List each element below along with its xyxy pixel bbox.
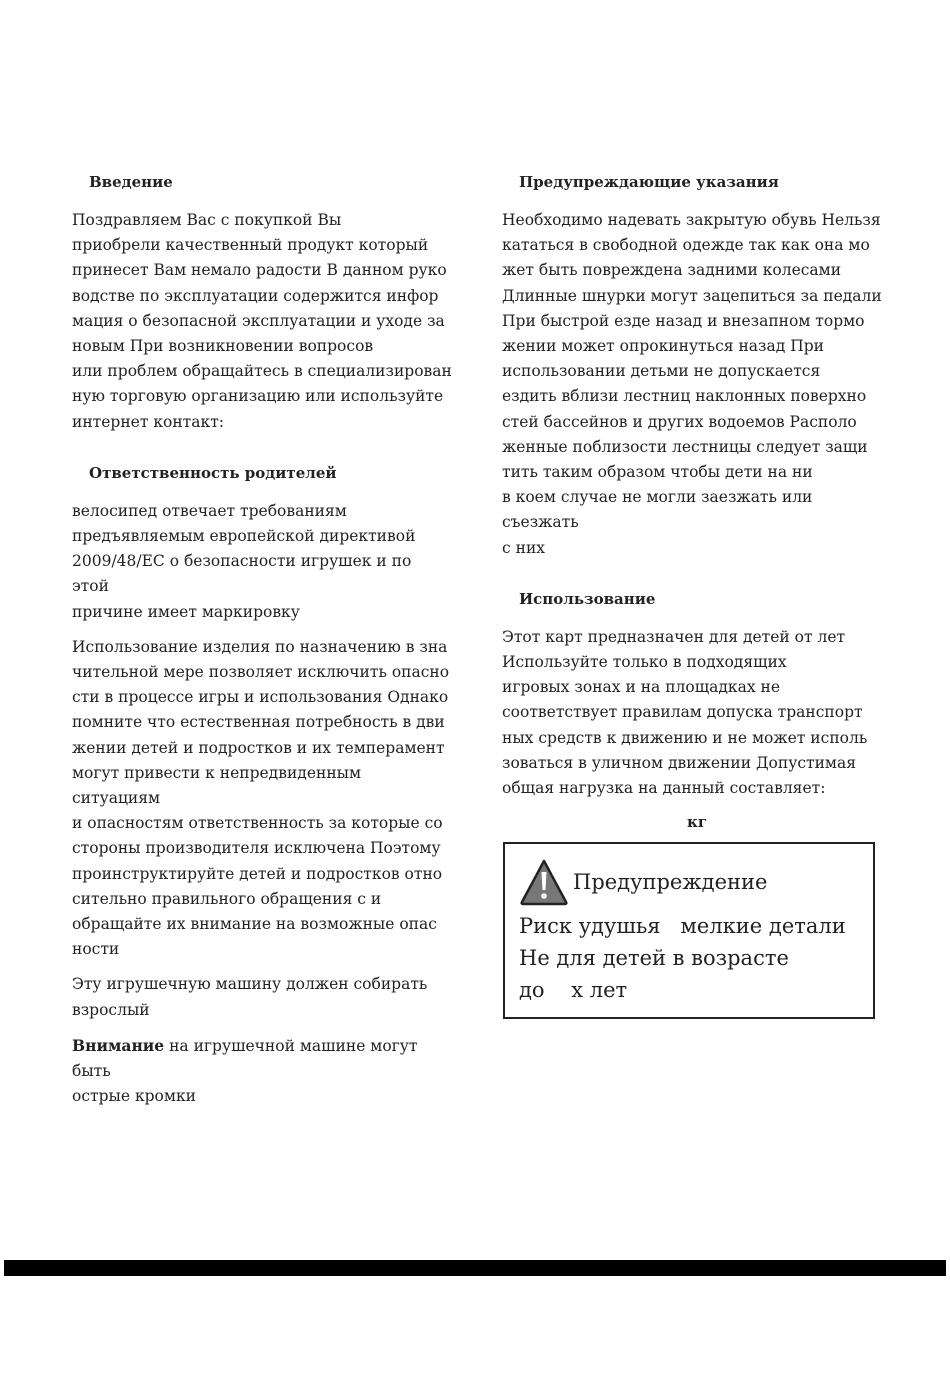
warning-title: Предупреждение [573, 870, 768, 894]
warnings-heading: Предупреждающие указания [519, 173, 779, 191]
warnings-text: Необходимо надевать закрытую обувь Нельзя кататься в свободной одежде так как она мо жет быть повреждена задними колесами Длинные шнурки могут зацепиться за педали При быстрой езде назад и внезапном тормо жении может опрокинуться назад При использовании детьми не допускается ездить вблизи лестниц наклонных поверхно стей бассейнов и других водоемов Располо женные поблизости лестницы следует защи тить таким образом чтобы дети на ни в коем случае не могли заезжать или съезжать с них [502, 211, 882, 557]
parents-text-2: Использование изделия по назначению в зна чительной мере позволяет исключить опасно сти в процессе игры и использования Однако помните что естественная потребность в дви жении детей и подростков и их темперамент могут привести к непредвиденным ситуациям и опасностям ответственность за которые со стороны производителя исключена Поэтому проинструктируйте детей и подростков отно сительно правильного обращения с и обращайте их внимание на возможные опас ности [72, 637, 450, 959]
spacer [72, 445, 452, 463]
attention-paragraph [72, 1033, 452, 1110]
footer-bar [4, 1260, 946, 1276]
parents-text-1: велосипед отвечает требованиям предъявляемым европейской директивой 2009/48/ЕС о безопасности игрушек и по этой причине имеет маркировку [72, 501, 416, 621]
intro-heading: Введение [89, 173, 173, 191]
spacer [502, 571, 882, 589]
usage-text: Этот карт предназначен для детей от лет Используйте только в подходящих игровых зонах и на площадках не соответствует правилам допуска транспорт ных средств к движению и не может исполь зоваться в уличном движении Допустимая общая нагрузка на данный составляет: [502, 627, 868, 798]
parents-heading: Ответственность родителей [89, 463, 337, 482]
warning-header [519, 858, 859, 906]
warning-line-3: до х лет [519, 978, 628, 1002]
warning-line-2: Не для детей в возрасте [519, 946, 789, 970]
warning-line-1: Риск удушья мелкие детали [519, 914, 846, 938]
weight-unit: кг [686, 813, 708, 832]
warning-triangle-icon [519, 858, 569, 906]
left-column [72, 172, 452, 1120]
intro-text: Поздравляем Вас с покупкой Вы приобрели качественный продукт который принесет Вам немало радости В данном руко водстве по эксплуатации содержится инфор мация о безопасной эксплуатации и уходе за новым При возникновении вопросов или проблем обращайтесь в специализирован ную торговую организацию или используйте интернет контакт: [72, 211, 452, 431]
assembly-text: Эту игрушечную машину должен собирать взрослый [72, 975, 428, 1019]
attention-text: на игрушечной машине могут быть острые кромки [72, 1036, 418, 1106]
choking-warning-box [503, 842, 875, 1019]
right-column [502, 172, 882, 831]
usage-heading: Использование [519, 589, 656, 608]
attention-label: Внимание [72, 1035, 165, 1055]
